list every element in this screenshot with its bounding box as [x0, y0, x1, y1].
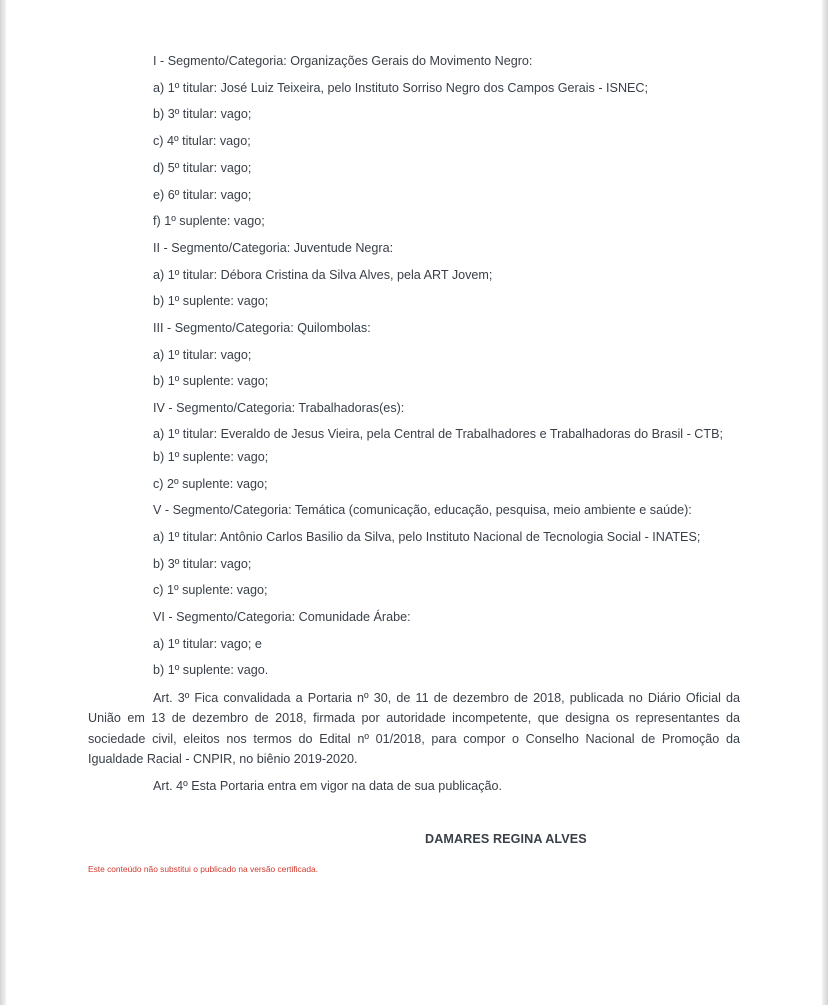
list-item: f) 1º suplente: vago; [153, 214, 265, 229]
article-4: Art. 4º Esta Portaria entra em vigor na data de sua publicação. [153, 779, 503, 794]
list-item: a) 1º titular: vago; [153, 347, 252, 362]
list-item: a) 1º titular: Débora Cristina da Silva Alves, pela ART Jovem; [153, 267, 493, 282]
list-item: a) 1º titular: Antônio Carlos Basilio da Silva, pelo Instituto Nacional de Tecnologia Social - INATES; [153, 529, 701, 544]
disclaimer-notice: Este conteúdo não substitui o publicado na versão certificada. [88, 864, 318, 874]
article-3: Art. 3º Fica convalidada a Portaria nº 30, de 11 de dezembro de 2018, publicada no Diário Oficial da União em 13 de dezembro de 2018, firmada por autoridade incompetente, que designa os representantes da sociedade civil, eleitos nos termos do Edital nº 01/2018, para compor o Conselho Nacional de Promoção da Igualdade Racial - CNPIR, no biênio 2019-2020. [88, 691, 740, 767]
segment-heading: II - Segmento/Categoria: Juventude Negra: [153, 240, 394, 255]
list-item: b) 1º suplente: vago; [153, 294, 269, 309]
segment-heading: I - Segmento/Categoria: Organizações Gerais do Movimento Negro: [153, 54, 533, 68]
list-item: e) 6º titular: vago; [153, 187, 252, 202]
list-item: b) 1º suplente: vago; [153, 449, 269, 464]
list-item: a) 1º titular: José Luiz Teixeira, pelo Instituto Sorriso Negro dos Campos Gerais - ISNEC; [153, 80, 649, 95]
list-item: c) 2º suplente: vago; [153, 476, 268, 491]
document-body [88, 48, 740, 799]
list-item: b) 1º suplente: vago; [153, 374, 269, 389]
signature: DAMARES REGINA ALVES [425, 832, 587, 846]
segment-heading: IV - Segmento/Categoria: Trabalhadoras(es): [153, 401, 405, 416]
list-item: d) 5º titular: vago; [153, 160, 252, 175]
list-item: b) 1º suplente: vago. [153, 663, 269, 678]
list-item: a) 1º titular: Everaldo de Jesus Vieira, pela Central de Trabalhadores e Trabalhadoras do Brasil - CTB; [153, 426, 723, 441]
page-left-edge [0, 0, 6, 1005]
list-item: c) 1º suplente: vago; [153, 583, 268, 598]
page-right-edge [822, 0, 828, 1005]
segment-heading: V - Segmento/Categoria: Temática (comunicação, educação, pesquisa, meio ambiente e saúde): [153, 503, 692, 518]
segment-heading: III - Segmento/Categoria: Quilombolas: [153, 321, 371, 336]
list-item: a) 1º titular: vago; e [153, 636, 262, 651]
list-item: b) 3º titular: vago; [153, 107, 252, 122]
list-item: b) 3º titular: vago; [153, 556, 252, 571]
list-item: c) 4º titular: vago; [153, 134, 251, 149]
segment-heading: VI - Segmento/Categoria: Comunidade Árabe: [153, 610, 411, 625]
